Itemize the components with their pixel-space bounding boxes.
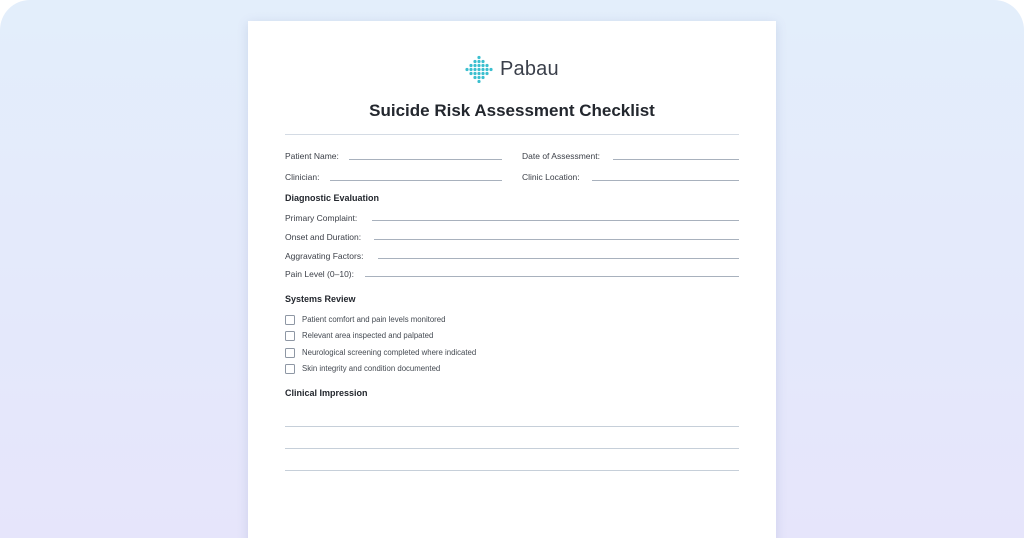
checkbox-label: Skin integrity and condition documented — [302, 364, 441, 373]
checkbox-comfort-pain[interactable] — [285, 315, 295, 325]
clinic-location-label: Clinic Location: — [522, 172, 580, 182]
aggravating-factors-field[interactable] — [378, 258, 739, 259]
clinician-field[interactable] — [330, 180, 502, 181]
systems-review-heading: Systems Review — [285, 294, 356, 304]
brand-name: Pabau — [500, 57, 559, 80]
checkbox-area-inspected[interactable] — [285, 331, 295, 341]
checkbox-neuro-screening[interactable] — [285, 348, 295, 358]
clinical-impression-heading: Clinical Impression — [285, 388, 368, 398]
diagnostic-evaluation-heading: Diagnostic Evaluation — [285, 193, 380, 203]
onset-duration-label: Onset and Duration: — [285, 232, 362, 242]
checkbox-label: Neurological screening completed where indicated — [302, 348, 477, 357]
date-of-assessment-label: Date of Assessment: — [522, 151, 600, 161]
pain-level-label: Pain Level (0–10): — [285, 269, 354, 279]
clinician-label: Clinician: — [285, 172, 320, 182]
checkbox-skin-integrity[interactable] — [285, 364, 295, 374]
document-sheet — [248, 21, 776, 538]
document-title: Suicide Risk Assessment Checklist — [369, 101, 655, 120]
patient-name-label: Patient Name: — [285, 151, 339, 161]
checkbox-label: Relevant area inspected and palpated — [302, 331, 434, 340]
clinical-impression-line[interactable] — [285, 470, 739, 471]
clinic-location-field[interactable] — [592, 180, 739, 181]
pain-level-field[interactable] — [365, 276, 739, 277]
brand-logo — [465, 55, 559, 83]
title-divider — [285, 134, 739, 135]
primary-complaint-label: Primary Complaint: — [285, 213, 358, 223]
checkbox-label: Patient comfort and pain levels monitored — [302, 315, 446, 324]
clinical-impression-line[interactable] — [285, 448, 739, 449]
diamond-dot-grid-icon — [465, 55, 493, 83]
onset-duration-field[interactable] — [374, 239, 739, 240]
aggravating-factors-label: Aggravating Factors: — [285, 251, 364, 261]
patient-name-field[interactable] — [349, 159, 502, 160]
date-of-assessment-field[interactable] — [613, 159, 739, 160]
clinical-impression-line[interactable] — [285, 426, 739, 427]
primary-complaint-field[interactable] — [372, 220, 739, 221]
